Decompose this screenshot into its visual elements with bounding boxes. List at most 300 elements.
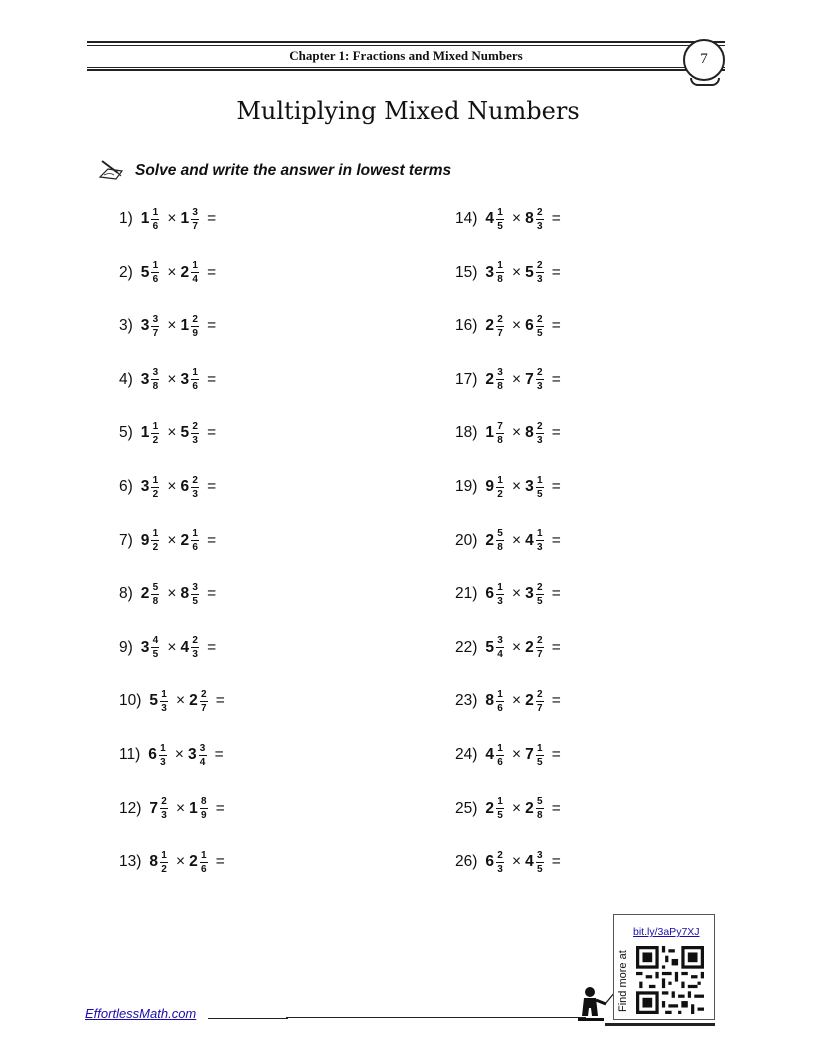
problem-item bbox=[119, 309, 220, 343]
numerator: 2 bbox=[536, 206, 543, 218]
whole-number: 5 bbox=[149, 692, 159, 710]
whole-number: 2 bbox=[180, 263, 190, 281]
denominator: 5 bbox=[536, 595, 543, 607]
numerator: 2 bbox=[192, 474, 198, 486]
denominator: 2 bbox=[161, 863, 167, 875]
problem-item bbox=[455, 845, 565, 879]
equals-sign: = bbox=[551, 370, 561, 388]
fraction-bar bbox=[160, 701, 168, 702]
fraction-bar bbox=[496, 540, 504, 541]
multiply-sign: × bbox=[167, 210, 177, 227]
denominator: 8 bbox=[152, 595, 159, 607]
second-mixed-number bbox=[180, 314, 203, 339]
equals-sign: = bbox=[207, 370, 217, 388]
footer-rule bbox=[286, 1017, 586, 1018]
numerator: 5 bbox=[536, 796, 543, 808]
whole-number: 6 bbox=[485, 853, 495, 871]
fraction bbox=[151, 582, 159, 607]
fraction-bar bbox=[496, 862, 504, 863]
fraction bbox=[200, 850, 208, 875]
whole-number: 2 bbox=[189, 853, 198, 871]
whole-number: 8 bbox=[180, 585, 190, 603]
multiply-sign: × bbox=[512, 424, 522, 442]
first-mixed-number bbox=[485, 528, 508, 553]
numerator: 1 bbox=[497, 688, 503, 700]
first-mixed-number bbox=[141, 367, 164, 392]
problem-item bbox=[455, 631, 565, 665]
first-mixed-number bbox=[141, 314, 164, 339]
multiply-sign: × bbox=[512, 531, 522, 549]
denominator: 2 bbox=[152, 488, 159, 500]
numerator: 1 bbox=[497, 260, 503, 272]
equals-sign: = bbox=[551, 478, 561, 495]
chapter-title: Chapter 1: Fractions and Mixed Numbers bbox=[289, 48, 523, 63]
numerator: 1 bbox=[152, 206, 159, 218]
fraction bbox=[496, 582, 504, 607]
multiply-sign: × bbox=[512, 746, 522, 763]
fraction bbox=[191, 528, 199, 553]
numerator: 2 bbox=[536, 420, 543, 432]
first-mixed-number bbox=[141, 475, 164, 500]
first-mixed-number bbox=[141, 260, 164, 285]
fraction bbox=[191, 635, 199, 660]
multiply-sign: × bbox=[167, 263, 177, 281]
second-mixed-number bbox=[525, 582, 548, 607]
fraction bbox=[151, 260, 159, 285]
fraction bbox=[496, 689, 504, 714]
fraction bbox=[200, 796, 208, 821]
fraction bbox=[151, 528, 159, 553]
fraction-bar bbox=[200, 701, 208, 702]
problem-number: 7) bbox=[119, 531, 133, 549]
fraction bbox=[496, 796, 504, 821]
problem-item bbox=[455, 524, 565, 558]
whole-number: 3 bbox=[525, 585, 534, 603]
denominator: 7 bbox=[497, 327, 503, 339]
fraction bbox=[151, 314, 159, 339]
second-mixed-number bbox=[525, 689, 548, 714]
denominator: 6 bbox=[192, 542, 198, 554]
second-mixed-number bbox=[189, 796, 212, 821]
numerator: 1 bbox=[497, 581, 503, 593]
equals-sign: = bbox=[551, 585, 561, 603]
whole-number: 2 bbox=[525, 638, 534, 656]
fraction-bar bbox=[191, 272, 199, 273]
header-rule-top-thin bbox=[87, 45, 725, 46]
problem-number: 16) bbox=[455, 317, 478, 335]
problem-item bbox=[455, 256, 565, 290]
fraction-bar bbox=[151, 647, 159, 648]
fraction-bar bbox=[191, 219, 199, 220]
fraction-bar bbox=[496, 701, 504, 702]
problem-item bbox=[119, 363, 220, 397]
numerator: 2 bbox=[536, 260, 543, 272]
fraction bbox=[536, 207, 544, 232]
fraction bbox=[496, 743, 504, 768]
multiply-sign: × bbox=[167, 424, 177, 442]
fraction-bar bbox=[536, 701, 544, 702]
fraction-bar bbox=[536, 862, 544, 863]
problem-number: 21) bbox=[455, 585, 478, 603]
equals-sign: = bbox=[551, 424, 561, 442]
fraction bbox=[151, 635, 159, 660]
multiply-sign: × bbox=[167, 478, 177, 495]
numerator: 3 bbox=[199, 742, 206, 754]
header-rule-top bbox=[87, 41, 725, 43]
denominator: 3 bbox=[536, 274, 543, 286]
whole-number: 3 bbox=[140, 317, 150, 335]
denominator: 7 bbox=[200, 702, 207, 714]
problem-item bbox=[119, 524, 220, 558]
denominator: 3 bbox=[536, 381, 543, 393]
second-mixed-number bbox=[525, 260, 548, 285]
equals-sign: = bbox=[207, 531, 217, 549]
second-mixed-number bbox=[525, 421, 548, 446]
multiply-sign: × bbox=[176, 853, 186, 871]
denominator: 4 bbox=[192, 274, 198, 286]
denominator: 6 bbox=[497, 702, 503, 714]
fraction-bar bbox=[536, 219, 544, 220]
multiply-sign: × bbox=[174, 746, 184, 763]
fraction bbox=[536, 689, 544, 714]
numerator: 3 bbox=[192, 206, 198, 218]
fraction-bar bbox=[496, 755, 504, 756]
problem-number: 18) bbox=[455, 424, 478, 442]
denominator: 5 bbox=[536, 756, 543, 768]
fraction bbox=[200, 689, 208, 714]
second-mixed-number bbox=[188, 743, 211, 768]
footer-rule-short bbox=[208, 1018, 288, 1019]
second-mixed-number bbox=[525, 475, 548, 500]
first-mixed-number bbox=[485, 850, 508, 875]
denominator: 5 bbox=[497, 220, 503, 232]
multiply-sign: × bbox=[512, 210, 522, 227]
fraction-bar bbox=[159, 755, 167, 756]
problem-number: 10) bbox=[119, 692, 142, 710]
multiply-sign: × bbox=[176, 692, 186, 710]
denominator: 3 bbox=[536, 542, 543, 554]
fraction-bar bbox=[536, 433, 544, 434]
denominator: 9 bbox=[200, 810, 207, 822]
numerator: 3 bbox=[497, 367, 503, 379]
fraction bbox=[496, 850, 504, 875]
fraction bbox=[496, 421, 504, 446]
fraction bbox=[536, 260, 544, 285]
problem-item bbox=[119, 792, 229, 826]
problem-number: 5) bbox=[119, 424, 133, 442]
multiply-sign: × bbox=[512, 692, 522, 710]
fraction-bar bbox=[151, 594, 159, 595]
equals-sign: = bbox=[551, 853, 561, 871]
numerator: 2 bbox=[536, 688, 543, 700]
equals-sign: = bbox=[214, 746, 224, 763]
fraction-bar bbox=[191, 326, 199, 327]
problem-number: 22) bbox=[455, 638, 478, 656]
numerator: 5 bbox=[152, 581, 159, 593]
equals-sign: = bbox=[551, 746, 561, 763]
whole-number: 2 bbox=[525, 692, 534, 710]
problem-number: 26) bbox=[455, 853, 478, 871]
multiply-sign: × bbox=[512, 263, 522, 281]
multiply-sign: × bbox=[512, 853, 522, 871]
fraction-bar bbox=[496, 433, 504, 434]
numerator: 7 bbox=[497, 420, 503, 432]
fraction-bar bbox=[496, 808, 504, 809]
qr-code-icon[interactable] bbox=[636, 946, 704, 1014]
equals-sign: = bbox=[215, 692, 225, 710]
whole-number: 2 bbox=[485, 799, 495, 817]
numerator: 4 bbox=[152, 635, 159, 647]
numerator: 3 bbox=[152, 313, 159, 325]
problem-number: 3) bbox=[119, 317, 133, 335]
denominator: 3 bbox=[161, 810, 167, 822]
fraction-bar bbox=[160, 808, 168, 809]
equals-sign: = bbox=[551, 531, 561, 549]
whole-number: 3 bbox=[180, 370, 190, 388]
denominator: 8 bbox=[497, 274, 503, 286]
numerator: 1 bbox=[536, 528, 543, 540]
denominator: 4 bbox=[199, 756, 206, 768]
problem-item bbox=[455, 738, 565, 772]
numerator: 2 bbox=[192, 635, 198, 647]
first-mixed-number bbox=[485, 796, 508, 821]
fraction-bar bbox=[151, 379, 159, 380]
multiply-sign: × bbox=[167, 531, 177, 549]
numerator: 3 bbox=[192, 581, 198, 593]
denominator: 3 bbox=[192, 488, 198, 500]
whole-number: 6 bbox=[148, 746, 157, 763]
fraction-bar bbox=[496, 379, 504, 380]
fraction bbox=[536, 314, 544, 339]
equals-sign: = bbox=[215, 853, 225, 871]
website-link[interactable]: EffortlessMath.com bbox=[85, 1006, 197, 1021]
second-mixed-number bbox=[525, 743, 548, 768]
whole-number: 8 bbox=[485, 692, 495, 710]
equals-sign: = bbox=[551, 692, 561, 710]
equals-sign: = bbox=[551, 317, 561, 335]
denominator: 5 bbox=[536, 863, 543, 875]
second-mixed-number bbox=[525, 635, 548, 660]
whole-number: 3 bbox=[485, 263, 495, 281]
second-mixed-number bbox=[525, 850, 548, 875]
denominator: 6 bbox=[200, 863, 207, 875]
multiply-sign: × bbox=[512, 370, 522, 388]
fraction bbox=[191, 314, 199, 339]
multiply-sign: × bbox=[512, 478, 522, 495]
equals-sign: = bbox=[207, 638, 217, 656]
first-mixed-number bbox=[148, 743, 171, 768]
fraction-bar bbox=[536, 594, 544, 595]
whole-number: 2 bbox=[485, 370, 495, 388]
whole-number: 1 bbox=[180, 317, 190, 335]
equals-sign: = bbox=[207, 210, 217, 227]
equals-sign: = bbox=[551, 799, 561, 817]
multiply-sign: × bbox=[512, 317, 522, 335]
fraction-bar bbox=[496, 219, 504, 220]
numerator: 2 bbox=[200, 688, 207, 700]
whole-number: 6 bbox=[525, 317, 534, 335]
whole-number: 6 bbox=[180, 478, 190, 495]
fraction bbox=[496, 635, 504, 660]
fraction-bar bbox=[536, 326, 544, 327]
fraction-bar bbox=[496, 326, 504, 327]
multiply-sign: × bbox=[512, 638, 522, 656]
denominator: 2 bbox=[152, 434, 159, 446]
whole-number: 2 bbox=[485, 531, 495, 549]
problem-number: 13) bbox=[119, 853, 142, 871]
first-mixed-number bbox=[485, 314, 508, 339]
fraction bbox=[536, 367, 544, 392]
problem-number: 19) bbox=[455, 478, 478, 495]
second-mixed-number bbox=[180, 260, 203, 285]
denominator: 9 bbox=[192, 327, 198, 339]
numerator: 1 bbox=[536, 474, 543, 486]
fraction-bar bbox=[536, 379, 544, 380]
second-mixed-number bbox=[180, 582, 203, 607]
numerator: 1 bbox=[161, 688, 167, 700]
problem-number: 1) bbox=[119, 210, 133, 227]
fraction-bar bbox=[536, 808, 544, 809]
fraction-bar bbox=[160, 862, 168, 863]
fraction bbox=[151, 367, 159, 392]
first-mixed-number bbox=[141, 582, 164, 607]
numerator: 2 bbox=[536, 635, 543, 647]
whole-number: 9 bbox=[485, 478, 495, 495]
fraction-bar bbox=[496, 272, 504, 273]
numerator: 3 bbox=[152, 367, 159, 379]
fraction-bar bbox=[199, 755, 207, 756]
fraction bbox=[536, 850, 544, 875]
first-mixed-number bbox=[485, 421, 508, 446]
first-mixed-number bbox=[485, 689, 508, 714]
multiply-sign: × bbox=[512, 585, 522, 603]
equals-sign: = bbox=[207, 263, 217, 281]
problem-item bbox=[119, 470, 220, 504]
fraction bbox=[151, 207, 159, 232]
problem-item bbox=[455, 792, 565, 826]
multiply-sign: × bbox=[512, 799, 522, 817]
numerator: 1 bbox=[152, 260, 159, 272]
numerator: 8 bbox=[200, 796, 207, 808]
problem-item bbox=[455, 577, 565, 611]
fraction-bar bbox=[496, 647, 504, 648]
equals-sign: = bbox=[551, 210, 561, 227]
numerator: 1 bbox=[161, 849, 167, 861]
problem-number: 2) bbox=[119, 263, 133, 281]
problem-number: 6) bbox=[119, 478, 133, 495]
fraction-bar bbox=[191, 540, 199, 541]
numerator: 1 bbox=[192, 260, 198, 272]
problem-number: 25) bbox=[455, 799, 478, 817]
qr-short-link[interactable]: bit.ly/3aPy7XJ bbox=[633, 926, 700, 938]
denominator: 3 bbox=[536, 220, 543, 232]
denominator: 5 bbox=[192, 595, 198, 607]
first-mixed-number bbox=[141, 528, 164, 553]
denominator: 8 bbox=[536, 810, 543, 822]
denominator: 7 bbox=[536, 649, 543, 661]
first-mixed-number bbox=[485, 582, 508, 607]
denominator: 3 bbox=[192, 649, 198, 661]
multiply-sign: × bbox=[167, 638, 177, 656]
pencil-paper-icon bbox=[98, 157, 128, 181]
whole-number: 3 bbox=[187, 746, 197, 763]
whole-number: 5 bbox=[485, 638, 495, 656]
problem-item bbox=[455, 363, 565, 397]
first-mixed-number bbox=[141, 207, 164, 232]
fraction-bar bbox=[151, 272, 159, 273]
numerator: 1 bbox=[497, 796, 503, 808]
whole-number: 1 bbox=[140, 424, 150, 442]
denominator: 3 bbox=[160, 756, 166, 768]
denominator: 3 bbox=[161, 702, 167, 714]
whole-number: 8 bbox=[525, 424, 534, 442]
second-mixed-number bbox=[525, 314, 548, 339]
second-mixed-number bbox=[180, 207, 203, 232]
denominator: 2 bbox=[497, 488, 503, 500]
fraction-bar bbox=[191, 433, 199, 434]
fraction-bar bbox=[496, 594, 504, 595]
second-mixed-number bbox=[189, 689, 212, 714]
fraction-bar bbox=[496, 487, 504, 488]
fraction bbox=[191, 421, 199, 446]
whole-number: 4 bbox=[525, 531, 534, 549]
problem-number: 9) bbox=[119, 638, 133, 656]
fraction bbox=[536, 528, 544, 553]
denominator: 3 bbox=[497, 863, 503, 875]
globe-stand-icon bbox=[690, 78, 720, 86]
numerator: 1 bbox=[536, 742, 543, 754]
denominator: 8 bbox=[497, 381, 503, 393]
numerator: 2 bbox=[192, 420, 198, 432]
fraction-bar bbox=[191, 487, 199, 488]
equals-sign: = bbox=[215, 799, 225, 817]
whole-number: 8 bbox=[149, 853, 159, 871]
first-mixed-number bbox=[485, 367, 508, 392]
whole-number: 2 bbox=[140, 585, 150, 603]
footer-rule-right bbox=[605, 1023, 715, 1026]
whole-number: 5 bbox=[525, 263, 534, 281]
numerator: 1 bbox=[497, 206, 503, 218]
second-mixed-number bbox=[180, 635, 203, 660]
equals-sign: = bbox=[207, 478, 217, 495]
fraction bbox=[160, 689, 168, 714]
fraction bbox=[160, 796, 168, 821]
fraction-bar bbox=[536, 647, 544, 648]
whole-number: 4 bbox=[180, 638, 190, 656]
whole-number: 6 bbox=[485, 585, 495, 603]
fraction bbox=[496, 207, 504, 232]
multiply-sign: × bbox=[167, 585, 177, 603]
teacher-pointer-icon bbox=[576, 986, 616, 1022]
denominator: 7 bbox=[192, 220, 198, 232]
denominator: 3 bbox=[536, 434, 543, 446]
problem-number: 12) bbox=[119, 799, 142, 817]
whole-number: 3 bbox=[140, 638, 150, 656]
whole-number: 2 bbox=[189, 692, 198, 710]
problem-number: 17) bbox=[455, 370, 478, 388]
multiply-sign: × bbox=[176, 799, 186, 817]
fraction bbox=[496, 475, 504, 500]
problem-number: 11) bbox=[119, 746, 141, 763]
fraction bbox=[151, 421, 159, 446]
denominator: 8 bbox=[152, 381, 159, 393]
equals-sign: = bbox=[207, 585, 217, 603]
whole-number: 1 bbox=[180, 210, 190, 227]
first-mixed-number bbox=[485, 475, 508, 500]
second-mixed-number bbox=[180, 475, 203, 500]
fraction-bar bbox=[151, 326, 159, 327]
numerator: 1 bbox=[152, 528, 159, 540]
